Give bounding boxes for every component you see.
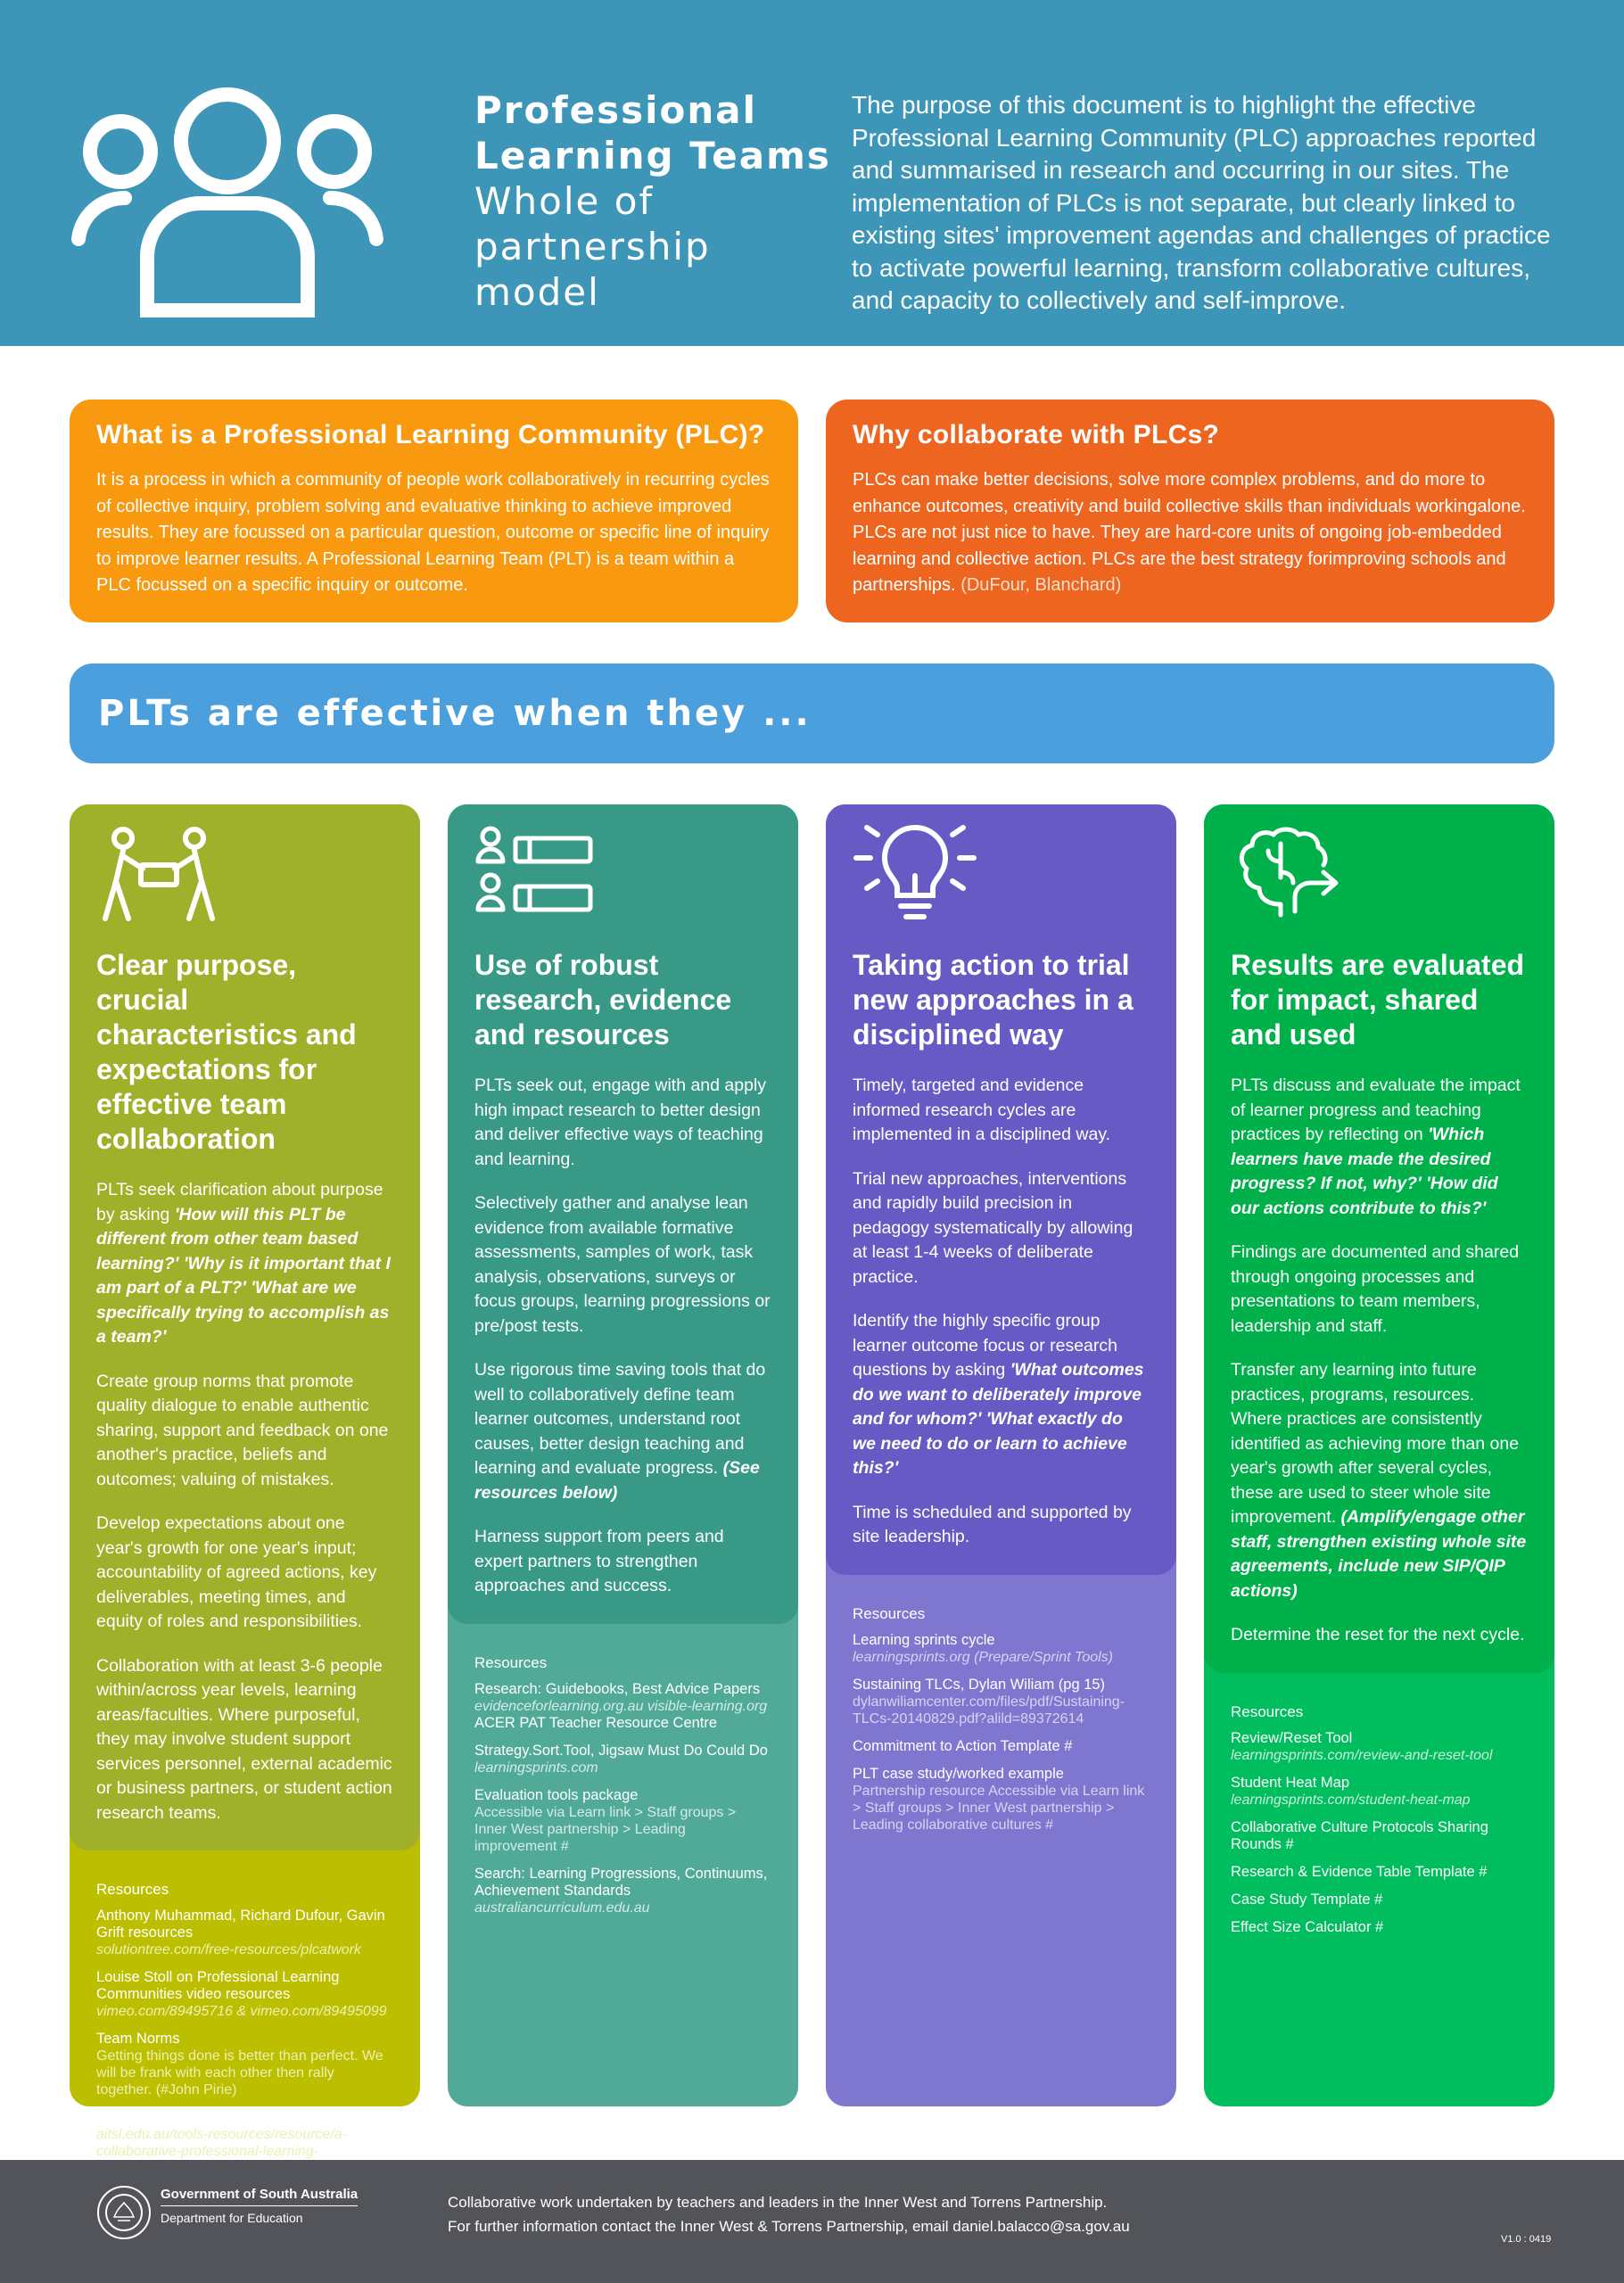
point-item — [853, 1309, 1150, 1481]
intro-text: The purpose of this document is to highlight the effective Professional Learning Community (PLC) approaches reported and summarised in research and occurring in our sites. The implementation of PLCs is not separate, but clearly linked to existing sites' improvement agendas and challenges of practice to activate powerful learning, transform collaborative cultures, and capacity to collectively and self-improve. — [852, 91, 1551, 314]
point-text: PLTs seek out, engage with and apply high impact research to better design and deliver effective ways of teaching and learning. — [474, 1076, 767, 1169]
point-text: Collaboration with at least 3-6 people within/across year levels, learning areas/faculties. Where purposeful, they may involve student support services personnel, external academic or business partners, or student action research teams. — [96, 1655, 392, 1823]
resource-title: Collaborative Culture Protocols Sharing Rounds # — [1231, 1818, 1488, 1852]
footer-text — [448, 2190, 1130, 2238]
title-bold: Professional Learning Teams — [474, 88, 831, 177]
resource-title: Search: Learning Progressions, Continuums, Achievement Standards — [474, 1865, 768, 1899]
point-item — [474, 1525, 771, 1599]
point-text: Create group norms that promote quality dialogue to enable authentic sharing, support and feedback on one another's practice, beliefs and outcomes; valuing of mistakes. — [96, 1371, 389, 1489]
point-item — [853, 1167, 1150, 1290]
point-text: Use rigorous time saving tools that do well to collaboratively define team learner outcomes, understand root causes, better design teaching and learning and evaluate progress. — [474, 1360, 766, 1478]
resource-title: Strategy.Sort.Tool, Jigsaw Must Do Could Do — [474, 1742, 768, 1759]
banner-text: PLTs are effective when they ... — [98, 693, 812, 734]
point-text: PLTs discuss and evaluate the impact of learner progress and teaching practices by reflecting on — [1231, 1076, 1521, 1144]
point-item — [853, 1074, 1150, 1148]
people-group-icon — [71, 87, 383, 319]
resources-title: Resources — [853, 1604, 926, 1622]
resource-item — [1231, 1819, 1528, 1853]
resource-link[interactable]: learningsprints.com/review-and-reset-tool — [1231, 1747, 1493, 1763]
brain-arrow-icon — [1231, 826, 1356, 924]
resource-title: Evaluation tools package — [474, 1786, 639, 1803]
column-main — [826, 804, 1176, 1575]
resource-item — [474, 1866, 771, 1916]
resource-item — [96, 2109, 393, 2160]
resource-item — [1231, 1775, 1528, 1809]
column-title: Use of robust research, evidence and resources — [474, 949, 732, 1051]
column-taking-action — [826, 804, 1176, 2106]
plc-card-body: It is a process in which a community of people work collaboratively in recurring cycles of collective inquiry, problem solving and evaluative thinking to achieve improved results. They are focussed on a particular question, outcome or specific line of inquiry to improve learner results. A Professional Learning Team (PLT) is a team within a PLC focussed on a specific inquiry or outcome. — [96, 470, 770, 595]
effective-banner — [70, 663, 1554, 763]
why-card-body-wrap — [853, 467, 1528, 599]
sa-government-seal-icon — [96, 2185, 152, 2240]
point-emphasis: (Amplify/engage other staff, strengthen existing whole site agreements, include new SIP/QIP actions) — [1231, 1507, 1527, 1601]
point-item — [1231, 1358, 1528, 1603]
column-title: Taking action to trial new approaches in a disciplined way — [853, 949, 1134, 1051]
point-item — [96, 1654, 393, 1826]
resource-title: Sustaining TLCs, Dylan Wiliam (pg 15) — [853, 1676, 1106, 1693]
resource-title: Review/Reset Tool — [1231, 1729, 1353, 1746]
resource-item — [96, 1969, 393, 2020]
gov-branding — [161, 2187, 358, 2225]
resources-section — [448, 1624, 798, 1945]
resources-section — [1204, 1673, 1554, 1965]
why-card-body: PLCs can make better decisions, solve more complex problems, and do more to enhance outcomes, creativity and build collective skills than individuals workingalone. PLCs are not just nice to have. They are hard-core units of ongoing job-embedded learning and collective action. PLCs are the best strategy forimproving schools and partnerships. — [853, 470, 1526, 595]
resource-title: Learning sprints cycle — [853, 1631, 995, 1648]
resources-section — [826, 1575, 1176, 1862]
column-main — [1204, 804, 1554, 1673]
point-text: Determine the reset for the next cycle. — [1231, 1625, 1525, 1644]
resource-note: Accessible via Learn link > Staff groups > Inner West partnership > Leading improvement # — [474, 1804, 737, 1854]
resource-item — [1231, 1730, 1528, 1764]
resource-title: PLT case study/worked example — [853, 1765, 1064, 1782]
resource-title: Effect Size Calculator # — [1231, 1918, 1384, 1935]
resource-item — [853, 1632, 1150, 1666]
point-text: Findings are documented and shared through ongoing processes and presentations to team members, leadership and staff. — [1231, 1242, 1520, 1336]
point-text: Selectively gather and analyse lean evidence from available formative assessments, samples of work, task analysis, observations, surveys or focus groups, learning progressions or pre/post tests. — [474, 1193, 771, 1336]
plc-card-title: What is a Professional Learning Community (PLC)? — [96, 420, 765, 449]
point-text: Develop expectations about one year's growth for one year's input; accountability of agreed actions, key deliverables, meeting times, and equity of roles and responsibilities. — [96, 1513, 377, 1631]
point-text: Transfer any learning into future practices, programs, resources. Where practices are consistently identified as achieving more than one year's growth after several cycles, these are used to steer whole site improvement. — [1231, 1360, 1520, 1527]
column-title: Results are evaluated for impact, shared and used — [1231, 949, 1525, 1051]
resources-title: Resources — [96, 1881, 169, 1898]
page-title — [474, 87, 831, 315]
teamwork-carry-icon — [96, 826, 221, 924]
resource-note: Getting things done is better than perfect. We will be frank with each other then rally together. (#John Pirie) — [96, 2048, 383, 2098]
resource-link[interactable]: australiancurriculum.edu.au — [474, 1900, 650, 1916]
resources-section — [70, 1850, 420, 2188]
header — [0, 0, 1624, 346]
point-item — [1231, 1240, 1528, 1339]
why-collaborate-card — [826, 400, 1554, 622]
department-name: Department for Education — [161, 2211, 303, 2225]
point-item — [474, 1191, 771, 1339]
column-main — [70, 804, 420, 1850]
footer — [0, 2160, 1624, 2283]
point-text: Trial new approaches, interventions and rapidly build precision in pedagogy systematically by allowing at least 1-4 weeks of deliberate practice. — [853, 1168, 1134, 1287]
point-emphasis: 'How will this PLT be different from other team based learning?' 'Why is it important that I am part of a PLT?' 'What are we specifically trying to accomplish as a team?' — [96, 1204, 391, 1347]
resource-title: AITSL — [96, 2109, 137, 2125]
column-results-evaluated — [1204, 804, 1554, 2106]
resource-extra: ACER PAT Teacher Resource Centre — [474, 1714, 718, 1731]
point-item — [474, 1074, 771, 1172]
resource-item — [474, 1681, 771, 1732]
resource-link[interactable]: vimeo.com/89495716 & vimeo.com/89495099 — [96, 2004, 387, 2019]
resource-title: Anthony Muhammad, Richard Dufour, Gavin Grift resources — [96, 1908, 385, 1941]
resource-item — [853, 1738, 1150, 1755]
footer-line-1: Collaborative work undertaken by teachers and leaders in the Inner West and Torrens Partnership. — [448, 2194, 1108, 2211]
version-label: V1.0 : 0419 — [1501, 2234, 1552, 2245]
column-clear-purpose — [70, 804, 420, 2159]
resource-item — [474, 1743, 771, 1776]
resource-note: Partnership resource Accessible via Learn link > Staff groups > Inner West partnership > Leading collaborative cultures # — [853, 1783, 1145, 1833]
resource-title: Research: Guidebooks, Best Advice Papers — [474, 1680, 761, 1697]
resource-item — [96, 2031, 393, 2098]
plc-definition-card — [70, 400, 798, 622]
resources-title: Resources — [1231, 1702, 1304, 1720]
point-text: Timely, targeted and evidence informed research cycles are implemented in a disciplined way. — [853, 1076, 1111, 1144]
point-text: Identify the highly specific group learner outcome focus or research questions by asking — [853, 1311, 1117, 1380]
resource-title: Louise Stoll on Professional Learning Communities video resources — [96, 1969, 340, 2002]
point-emphasis: (See resources below) — [474, 1458, 760, 1503]
why-card-citation: (DuFour, Blanchard) — [960, 575, 1122, 595]
resource-link[interactable]: learningsprints.org (Prepare/Sprint Tools) — [853, 1649, 1113, 1665]
point-emphasis: 'Which learners have made the desired progress? If not, why?' 'How did our actions contribute to this?' — [1231, 1125, 1498, 1218]
resource-item — [1231, 1864, 1528, 1881]
point-item — [96, 1178, 393, 1350]
title-regular: Whole of partnership model — [474, 179, 711, 314]
point-item — [96, 1512, 393, 1635]
column-robust-research — [448, 804, 798, 2106]
column-title: Clear purpose, crucial characteristics and expectations for effective team collaboration — [96, 949, 357, 1155]
point-item — [96, 1370, 393, 1493]
resource-item — [474, 1787, 771, 1855]
resource-link[interactable]: aitsl.edu.au/tools-resources/resource/a-collaborative-professional-learning- — [96, 2127, 348, 2159]
point-item — [474, 1358, 771, 1505]
why-card-title: Why collaborate with PLCs? — [853, 420, 1220, 449]
footer-line-2: For further information contact the Inner West & Torrens Partnership, email daniel.balacco@sa.gov.au — [448, 2218, 1130, 2235]
resource-link[interactable]: learningsprints.com/student-heat-map — [1231, 1792, 1471, 1808]
resource-item — [1231, 1892, 1528, 1908]
resources-title: Resources — [474, 1653, 548, 1671]
resource-title: Student Heat Map — [1231, 1774, 1349, 1791]
resource-title: Research & Evidence Table Template # — [1231, 1863, 1488, 1880]
point-item — [1231, 1623, 1528, 1648]
point-item — [853, 1501, 1150, 1550]
point-text: Time is scheduled and supported by site leadership. — [853, 1502, 1132, 1546]
resource-link[interactable]: dylanwiliamcenter.com/files/pdf/Sustaining-TLCs-20140829.pdf?alild=89372614 — [853, 1694, 1125, 1727]
resource-item — [1231, 1919, 1528, 1936]
resource-title: Case Study Template # — [1231, 1891, 1383, 1908]
resource-item — [853, 1677, 1150, 1727]
people-list-icon — [474, 826, 599, 924]
column-main — [448, 804, 798, 1624]
resource-link[interactable]: learningsprints.com — [474, 1760, 598, 1776]
resource-item — [853, 1766, 1150, 1834]
resource-link[interactable]: evidenceforlearning.org.au visible-learning.org — [474, 1698, 768, 1714]
gov-name: Government of South Australia — [161, 2187, 358, 2206]
resource-title: Commitment to Action Template # — [853, 1737, 1073, 1754]
resource-link[interactable]: solutiontree.com/free-resources/plcatwork — [96, 1942, 362, 1957]
point-text: PLTs seek clarification about purpose by asking — [96, 1180, 383, 1224]
resource-item — [96, 1908, 393, 1958]
lightbulb-icon — [853, 826, 977, 924]
point-text: Harness support from peers and expert partners to strengthen approaches and success. — [474, 1527, 724, 1595]
point-emphasis: 'What outcomes do we want to deliberately improve and for whom?' 'What exactly do we need to do or learn to achieve this?' — [853, 1360, 1144, 1478]
resource-title: Team Norms — [96, 2031, 180, 2047]
point-item — [1231, 1074, 1528, 1221]
